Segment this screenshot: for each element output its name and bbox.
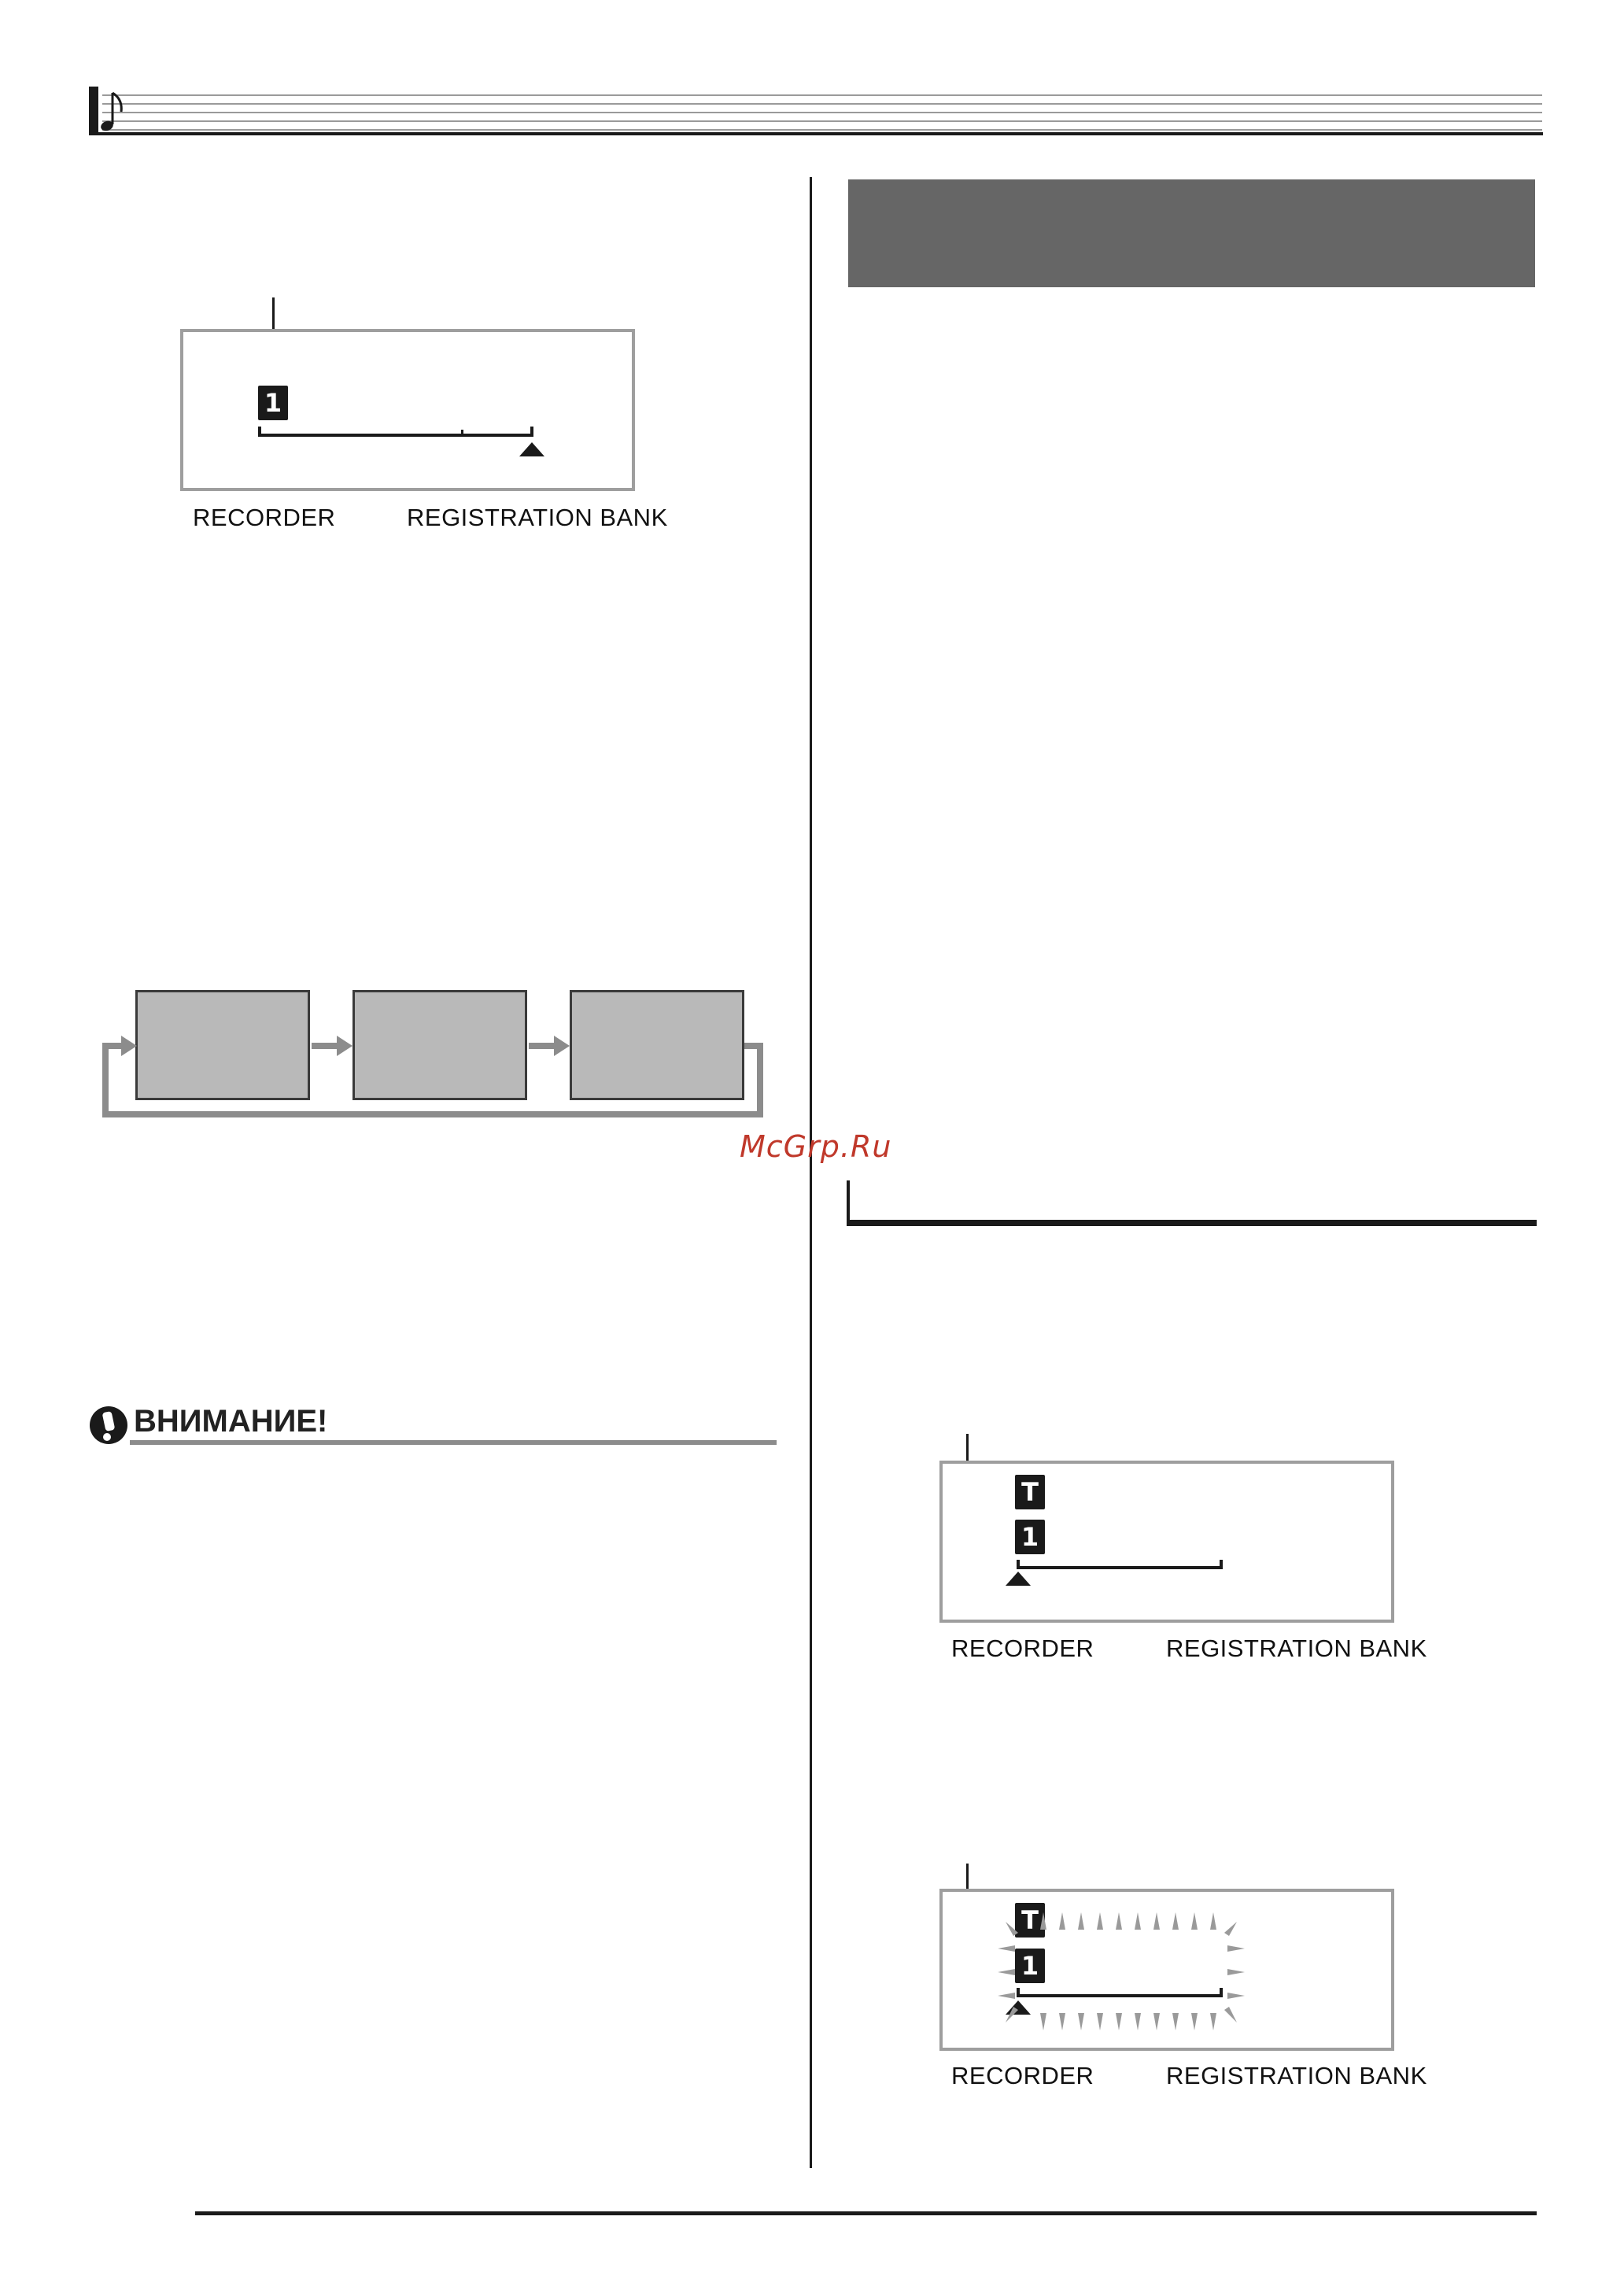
lcd-screen: [939, 1461, 1394, 1623]
column-divider: [810, 177, 812, 2168]
recorder-label: RECORDER: [951, 2062, 1094, 2089]
staff-line: [102, 120, 1542, 122]
exclamation-icon: [88, 1405, 129, 1446]
progress-bar-end-tick: [1220, 1560, 1223, 1569]
staff-line: [102, 129, 1542, 131]
triangle-marker-icon: [518, 441, 546, 458]
staff-line: [102, 103, 1542, 105]
section-header-bar: [848, 179, 1535, 287]
flow-arrows: [94, 984, 771, 1125]
staff-line: [102, 94, 1542, 96]
recorder-label: RECORDER: [951, 1635, 1094, 1662]
recorder-label: RECORDER: [193, 504, 336, 531]
progress-bar: [1017, 1566, 1223, 1569]
registration-bank-label: REGISTRATION BANK: [407, 504, 668, 531]
caution-rule: [130, 1440, 777, 1445]
number-box: 1: [258, 386, 288, 420]
progress-bar: [258, 434, 533, 437]
staff-line: [102, 112, 1542, 113]
number-box: 1: [1015, 1520, 1045, 1554]
watermark: McGrp.Ru: [740, 1129, 892, 1164]
lcd-screen: [180, 329, 635, 491]
registration-bank-label: REGISTRATION BANK: [1166, 1635, 1427, 1662]
page-bottom-rule: [195, 2211, 1537, 2215]
caution-label: ВНИМАНИЕ!: [134, 1404, 328, 1439]
progress-bar-start-tick: [258, 427, 261, 437]
track-box: T: [1015, 1475, 1045, 1509]
progress-bar-end-tick: [530, 427, 533, 437]
staff-bottom-rule: [89, 132, 1543, 135]
number-box: 1: [1015, 1949, 1045, 1983]
registration-bank-label: REGISTRATION BANK: [1166, 2062, 1427, 2089]
staff-left-bar: [89, 87, 98, 135]
triangle-marker-icon: [1004, 1570, 1032, 1587]
track-box: T: [1015, 1903, 1045, 1938]
subsection-rule-line: [847, 1220, 1537, 1226]
flashing-rays-icon: [979, 1904, 1262, 2038]
progress-bar-mid-tick: [461, 430, 463, 437]
progress-bar-start-tick: [1017, 1560, 1020, 1569]
music-note-icon: [99, 88, 129, 134]
